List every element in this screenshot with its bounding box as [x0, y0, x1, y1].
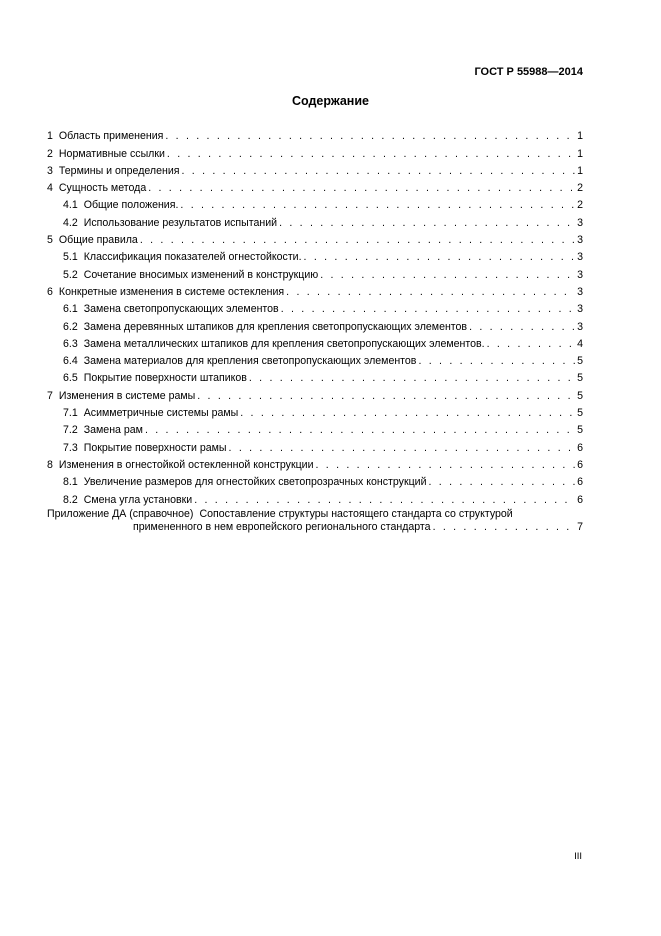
toc-entry-title: Изменения в огнестойкой остекленной конструкции — [58, 458, 314, 471]
leader-dots — [140, 234, 575, 247]
toc-entry-title: Увеличение размеров для огнестойких светопрозрачных конструкций — [83, 476, 427, 489]
toc-entry-number: 7 — [47, 389, 53, 402]
toc-entry[interactable] — [47, 368, 583, 385]
leader-dots — [180, 199, 575, 212]
toc-entry-title: Сочетание вносимых изменений в конструкцию — [83, 268, 319, 281]
toc-entry-number: 7.3 — [63, 441, 78, 454]
toc-entry-title: Замена металлических штапиков для крепления светопропускающих элементов. — [83, 337, 485, 350]
toc-entry-number: 5.1 — [63, 251, 78, 264]
toc-entry[interactable] — [47, 403, 583, 420]
leader-dots — [167, 148, 575, 161]
toc-entry-number: 4 — [47, 182, 53, 195]
toc-entry[interactable] — [47, 126, 583, 143]
leader-dots — [286, 286, 575, 299]
annex-label: Приложение ДА (справочное) — [47, 507, 194, 520]
toc-entry-title: Конкретные изменения в системе остекления — [58, 285, 285, 298]
toc-entry-number: 6 — [47, 285, 53, 298]
toc-entry[interactable] — [47, 230, 583, 247]
leader-dots — [469, 321, 575, 334]
toc-entry[interactable] — [47, 455, 583, 472]
leader-dots — [240, 407, 575, 420]
toc-entry-number: 5 — [47, 234, 53, 247]
toc-entry-number: 4.1 — [63, 199, 78, 212]
toc-entry-number: 6.4 — [63, 355, 78, 368]
toc-entry-title: Общие правила — [58, 234, 138, 247]
toc-entry[interactable] — [47, 178, 583, 195]
toc-entry-title: Классификация показателей огнестойкости. — [83, 251, 302, 264]
toc-entry-title: Замена материалов для крепления светопропускающих элементов — [83, 355, 417, 368]
toc-entry-page: 3 — [577, 216, 583, 229]
toc-entry[interactable] — [47, 299, 583, 316]
toc-entry-number: 7.2 — [63, 424, 78, 437]
toc-entry-title: Использование результатов испытаний — [83, 216, 278, 229]
toc-entry[interactable] — [47, 351, 583, 368]
page-title: Содержание — [291, 94, 369, 108]
table-of-contents — [47, 126, 583, 535]
leader-dots — [418, 355, 575, 368]
toc-entry-page: 2 — [577, 182, 583, 195]
toc-entry-title: Нормативные ссылки — [58, 147, 165, 160]
toc-entry-number: 6.1 — [63, 303, 78, 316]
toc-entry-page: 6 — [577, 493, 583, 506]
annex-page: 7 — [577, 521, 583, 534]
toc-entry-title: Общие положения. — [83, 199, 179, 212]
toc-entry-title: Сущность метода — [58, 182, 147, 195]
toc-entry-page: 1 — [577, 164, 583, 177]
leader-dots — [197, 390, 575, 403]
toc-entry-page: 6 — [577, 458, 583, 471]
leader-dots — [194, 494, 575, 507]
toc-entry-page: 5 — [577, 407, 583, 420]
leader-dots — [165, 130, 575, 143]
leader-dots — [433, 521, 576, 535]
leader-dots — [320, 269, 575, 282]
toc-entry-page: 6 — [577, 476, 583, 489]
toc-entry-number: 8 — [47, 458, 53, 471]
leader-dots — [148, 182, 575, 195]
toc-entry-page: 6 — [577, 441, 583, 454]
leader-dots — [316, 459, 576, 472]
toc-entry-number: 2 — [47, 147, 53, 160]
toc-entry-title: Область применения — [58, 130, 164, 143]
toc-entry-title: Покрытие поверхности штапиков — [83, 372, 247, 385]
toc-entry-title: Замена рам — [83, 424, 143, 437]
toc-entry[interactable] — [47, 420, 583, 437]
toc-entry[interactable] — [47, 247, 583, 264]
toc-entry-page: 3 — [577, 285, 583, 298]
leader-dots — [229, 442, 576, 455]
annex-title-line2: примененного в нем европейского регионального стандарта — [133, 521, 431, 534]
leader-dots — [304, 251, 576, 264]
toc-entry-number: 6.3 — [63, 337, 78, 350]
toc-entry-number: 8.1 — [63, 476, 78, 489]
toc-entry-number: 7.1 — [63, 407, 78, 420]
leader-dots — [279, 217, 575, 230]
toc-entry-title: Термины и определения — [58, 164, 180, 177]
toc-entry[interactable] — [47, 161, 583, 178]
toc-entry-number: 8.2 — [63, 493, 78, 506]
leader-dots — [281, 303, 575, 316]
toc-entry-page: 5 — [577, 389, 583, 402]
toc-entry[interactable] — [47, 489, 583, 506]
toc-entry-title: Замена светопропускающих элементов — [83, 303, 279, 316]
toc-entry-page: 2 — [577, 199, 583, 212]
toc-entry-page: 3 — [577, 303, 583, 316]
toc-entry-title: Изменения в системе рамы — [58, 389, 196, 402]
toc-entry-title: Асимметричные системы рамы — [83, 407, 239, 420]
toc-entry-page: 1 — [577, 130, 583, 143]
toc-entry[interactable] — [47, 282, 583, 299]
toc-entry-title: Замена деревянных штапиков для крепления светопропускающих элементов — [83, 320, 468, 333]
toc-entry-page: 1 — [577, 147, 583, 160]
toc-entry-number: 6.5 — [63, 372, 78, 385]
leader-dots — [429, 476, 576, 489]
toc-entry[interactable] — [47, 437, 583, 454]
toc-entry-number: 6.2 — [63, 320, 78, 333]
document-header: ГОСТ Р 55988—2014 — [474, 66, 583, 78]
leader-dots — [145, 424, 575, 437]
toc-entry-page: 3 — [577, 234, 583, 247]
toc-entry-number: 3 — [47, 164, 53, 177]
toc-entry-page: 5 — [577, 355, 583, 368]
toc-entry-title: Смена угла установки — [83, 493, 193, 506]
toc-entry-number: 5.2 — [63, 268, 78, 281]
toc-entry-page: 3 — [577, 268, 583, 281]
toc-entry[interactable] — [47, 334, 583, 351]
toc-entry-page: 4 — [577, 337, 583, 350]
toc-entry-title: Покрытие поверхности рамы — [83, 441, 227, 454]
toc-entry-page: 3 — [577, 251, 583, 264]
toc-entry-page: 5 — [577, 424, 583, 437]
toc-entry[interactable] — [47, 472, 583, 489]
toc-entry[interactable] — [47, 264, 583, 281]
toc-entry-number: 1 — [47, 130, 53, 143]
leader-dots — [182, 165, 576, 178]
toc-entry-number: 4.2 — [63, 216, 78, 229]
page-number: III — [574, 851, 582, 862]
toc-entry[interactable] — [47, 385, 583, 402]
toc-entry-page: 5 — [577, 372, 583, 385]
toc-annex-entry[interactable] — [47, 508, 583, 535]
leader-dots — [487, 338, 576, 351]
toc-entry-page: 3 — [577, 320, 583, 333]
toc-entry[interactable] — [47, 195, 583, 212]
toc-entry[interactable] — [47, 316, 583, 333]
annex-title-line1: Сопоставление структуры настоящего стандарта со структурой — [199, 507, 513, 520]
leader-dots — [249, 372, 575, 385]
toc-entry[interactable] — [47, 212, 583, 229]
toc-entry[interactable] — [47, 143, 583, 160]
